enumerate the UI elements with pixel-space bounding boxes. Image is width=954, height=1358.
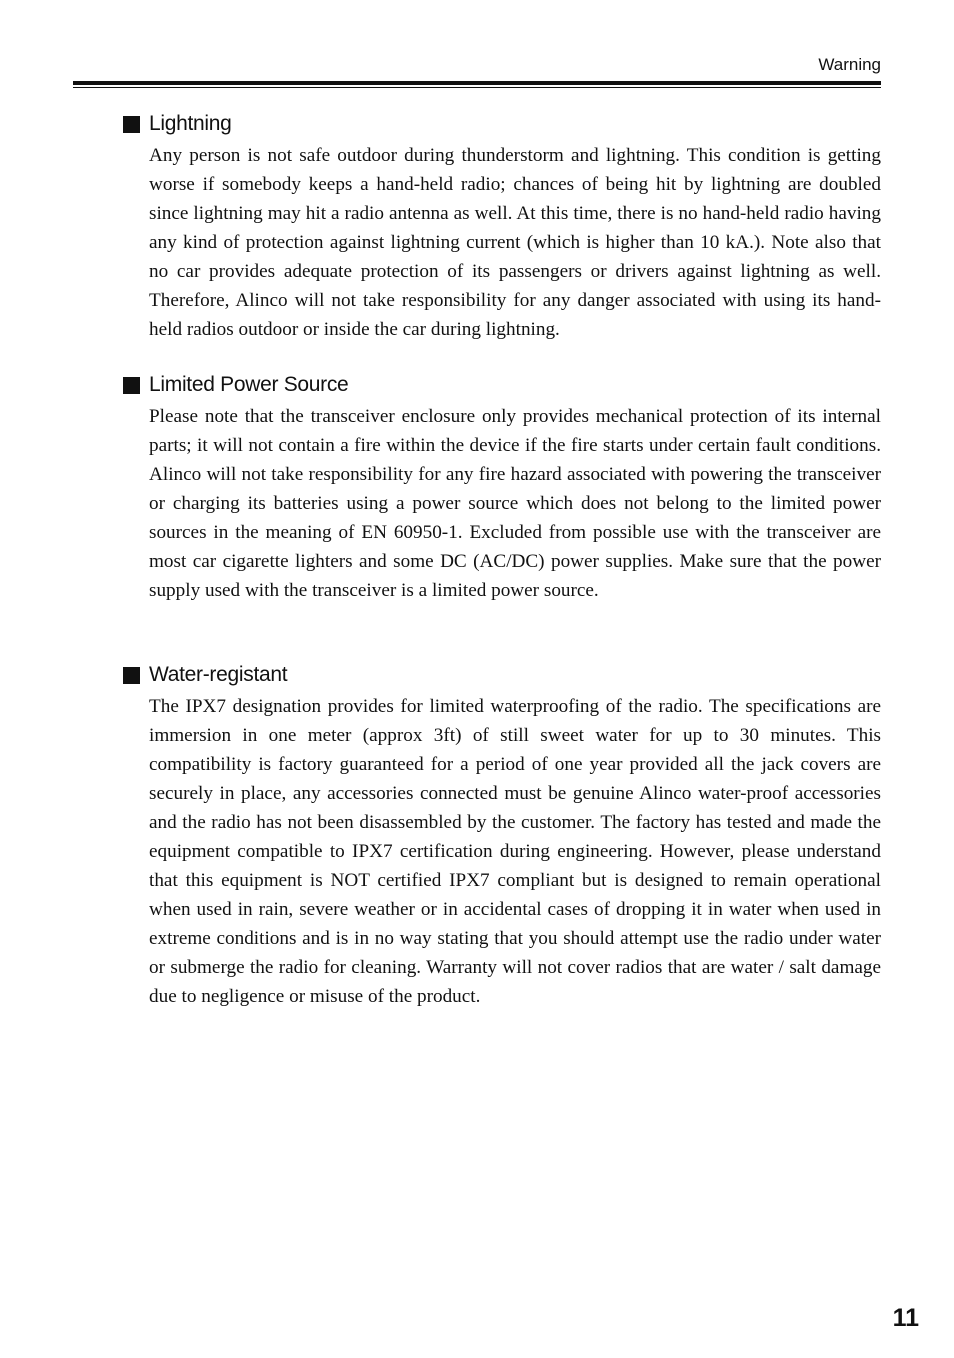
- section-limited-power-source: [123, 372, 881, 605]
- running-header-title: Warning: [818, 55, 881, 74]
- square-bullet-icon: [123, 377, 140, 394]
- square-bullet-icon: [123, 116, 140, 133]
- section-title: Lightning: [149, 112, 232, 135]
- section-water-resistant: [123, 662, 881, 1011]
- section-body: The IPX7 designation provides for limited waterproofing of the radio. The specifications are immersion in one meter (approx 3ft) of still sweet water for up to 30 minutes. This compatibility is factory guaranteed for a period of one year provided all the jack covers are securely in place, any accessories connected must be genuine Alinco water-proof accessories and the radio has not been disassembled by the customer. The factory has tested and made the equipment compatible to IPX7 certification during engineering. However, please understand that this equipment is NOT certified IPX7 compliant but is designed to remain operational when used in rain, severe weather or in accidental cases of dropping it in water when used in extreme conditions and is in no way stating that you should attempt use the radio under water or submerge the radio for cleaning. Warranty will not cover radios that are water / salt damage due to negligence or misuse of the product.: [149, 696, 881, 1007]
- header-rule-thin: [73, 87, 881, 88]
- section-heading: [123, 662, 881, 688]
- section-body: Any person is not safe outdoor during thunderstorm and lightning. This condition is getting worse if somebody keeps a hand-held radio; chances of being hit by lightning are doubled since lightning may hit a radio antenna as well. At this time, there is no hand-held radio having any kind of protection against lightning current (which is higher than 10 kA.). Note also that no car provides adequate protection of its passengers or drivers against lightning as well. Therefore, Alinco will not take responsibility for any danger associated with using its hand-held radios outdoor or inside the car during lightning.: [149, 145, 881, 340]
- section-heading: [123, 372, 881, 398]
- header-rule-thick: [73, 81, 881, 85]
- page-number: 11: [892, 1304, 919, 1332]
- square-bullet-icon: [123, 667, 140, 684]
- section-title: Limited Power Source: [149, 373, 349, 396]
- section-lightning: [123, 111, 881, 344]
- section-heading: [123, 111, 881, 137]
- section-title: Water-registant: [149, 663, 288, 686]
- section-body: Please note that the transceiver enclosure only provides mechanical protection of its internal parts; it will not contain a fire within the device if the fire starts under certain fault conditions. Alinco will not take responsibility for any fire hazard associated with powering the transceiver or charging its batteries using a power source which does not belong to the limited power sources in the meaning of EN 60950-1. Excluded from possible use with the transceiver are most car cigarette lighters and some DC (AC/DC) power supplies. Make sure that the power supply used with the transceiver is a limited power source.: [149, 406, 881, 601]
